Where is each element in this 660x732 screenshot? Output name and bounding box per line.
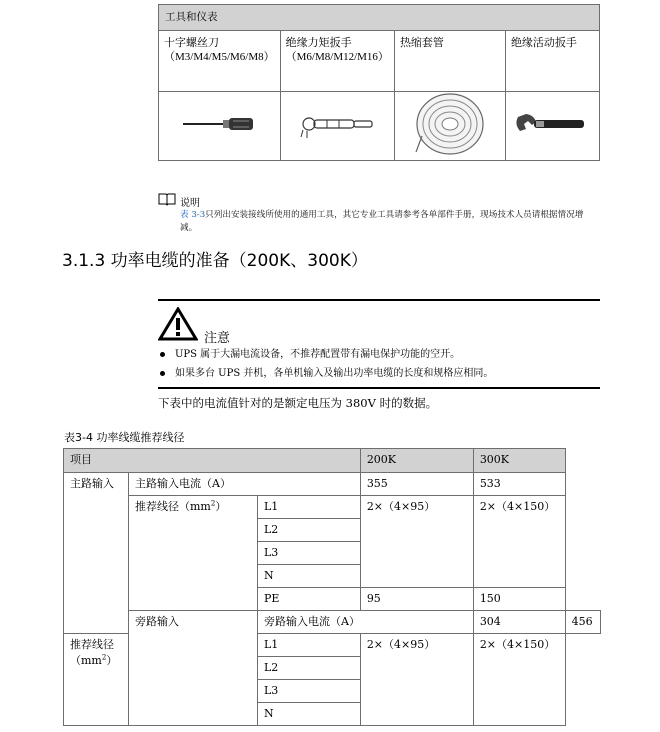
bypass-input-wire-label: 推荐线径$(mm^2)$ [64,634,129,726]
bypass-input-label: 旁路输入 [129,611,258,726]
bypass-input-current-300k: 456 [565,611,600,634]
tool-name: 绝缘力矩扳手 [285,36,352,49]
header-200k: 200K [360,449,473,473]
main-input-current-200k: 355 [360,473,473,496]
intro-text: 下表中的电流值针对的是额定电压为 380V 时的数据。 [158,396,438,410]
main-input-current-label: 主路输入电流（A） [129,473,361,496]
warning-icon [158,307,198,341]
phase-cell: L2 [258,657,361,680]
tool-name: 热缩套管 [399,36,444,49]
note-text-body: 只列出安装接线所使用的通用工具，其它专业工具请参考各单部件手册，现场技术人员请根据情况增减。 [180,210,584,233]
note-title: 说明 [180,198,200,209]
main-input-pe-200k: 95 [360,588,473,611]
torque-wrench-picture [280,92,394,161]
phase-cell: L1 [258,634,361,657]
caution-list [158,345,600,383]
screwdriver-icon [179,114,259,134]
phase-cell: L1 [258,496,361,519]
phase-cell: L3 [258,542,361,565]
caution-block [158,299,600,389]
main-input-label: 主路输入 [64,473,129,634]
adjustable-wrench-icon [512,109,592,139]
main-input-wire-label: 推荐线径$(mm^2)$ [129,496,258,611]
phase-cell: N [258,565,361,588]
main-input-pe-300k: 150 [473,588,565,611]
section-title: 3.1.3 功率电缆的准备（200K、300K） [62,251,368,271]
caution-title: 注意 [204,331,231,346]
tool-cell-heat-shrink [394,31,505,92]
tool-spec: （M3/M4/M5/M6/M8） [164,51,275,63]
header-300k: 300K [473,449,565,473]
power-cable-table [63,448,601,726]
tool-cell-torque-wrench [280,31,394,92]
pe-cell: PE [258,588,361,611]
tool-name: 绝缘活动扳手 [510,36,577,49]
table-reference-link[interactable]: 表 3-3 [180,210,206,220]
screwdriver-picture [159,92,281,161]
tools-table-header: 工具和仪表 [159,5,600,31]
heat-shrink-tube-icon [414,92,486,156]
book-icon [158,192,176,206]
bypass-input-wire-200k: 2×（4×95） [360,634,473,726]
tools-table [158,4,600,161]
note-text [180,209,600,235]
header-item: 项目 [64,449,361,473]
bypass-input-wire-300k: 2×（4×150） [473,634,565,726]
table-caption: 表3-4 功率线缆推荐线径 [64,431,185,444]
adjustable-wrench-picture [505,92,599,161]
phase-cell: N [258,703,361,726]
caution-item: UPS 属于大漏电流设备，不推荐配置带有漏电保护功能的空开。 [158,345,600,364]
main-input-wire-200k: 2×（4×95） [360,496,473,588]
caution-item: 如果多台 UPS 并机，各单机输入及输出功率电缆的长度和规格应相同。 [158,364,600,383]
tool-cell-adjustable-wrench [505,31,599,92]
heat-shrink-picture [394,92,505,161]
phase-cell: L2 [258,519,361,542]
tool-spec: （M6/M8/M12/M16） [285,51,389,63]
main-input-wire-300k: 2×（4×150） [473,496,565,588]
torque-wrench-icon [297,109,377,139]
tool-name: 十字螺丝刀 [164,36,219,49]
phase-cell: L3 [258,680,361,703]
bypass-input-current-label: 旁路输入电流（A） [258,611,474,634]
main-input-current-300k: 533 [473,473,565,496]
tool-cell-screwdriver [159,31,281,92]
bypass-input-current-200k: 304 [473,611,565,634]
